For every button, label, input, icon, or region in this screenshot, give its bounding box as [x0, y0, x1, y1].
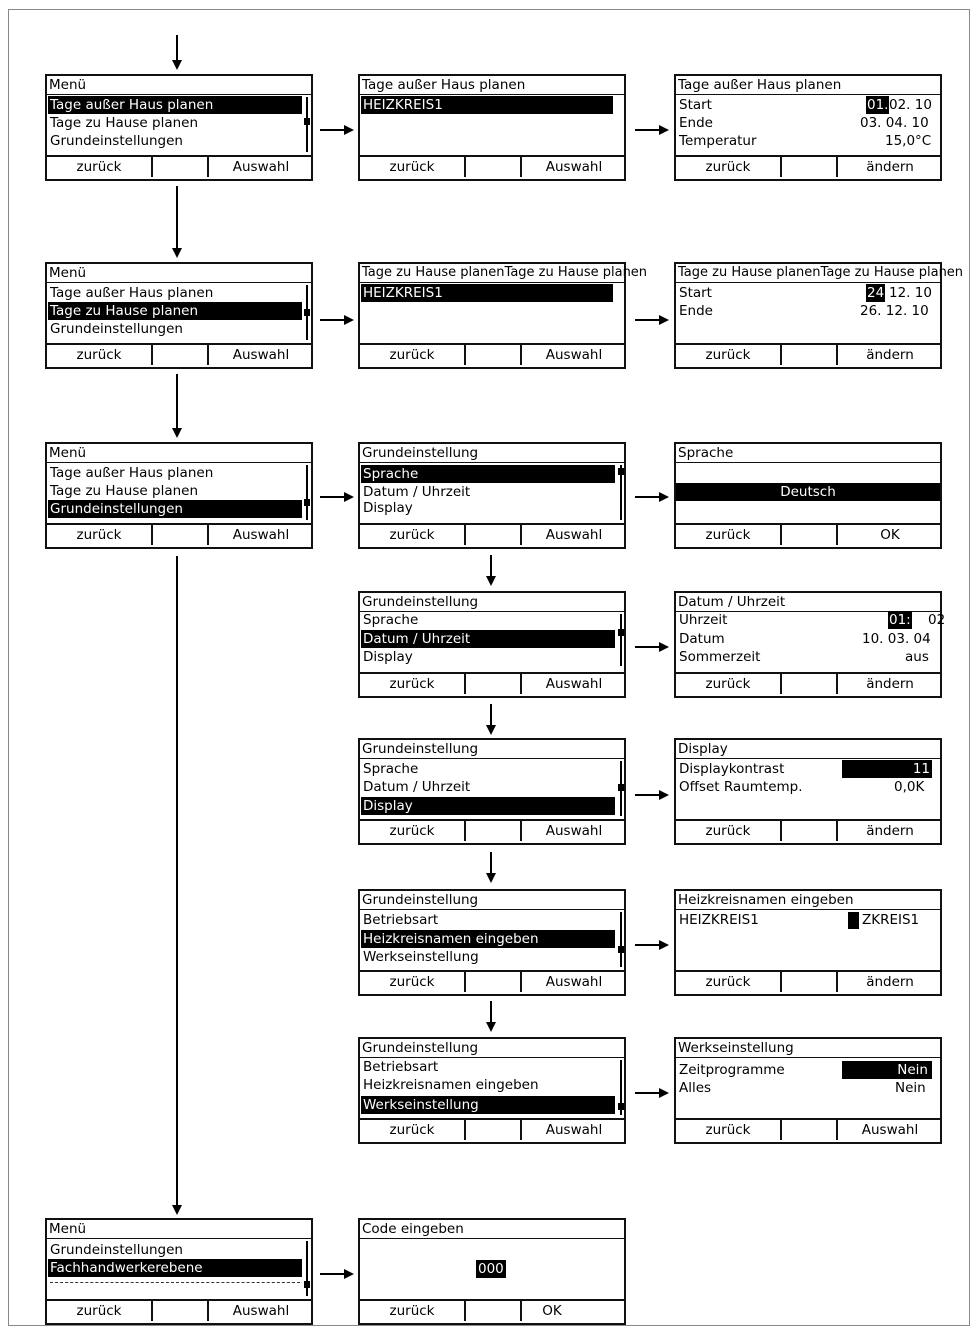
back-button[interactable]: zurück — [676, 345, 782, 365]
screen-title: Heizkreisnamen eingeben — [678, 892, 854, 908]
screen-title: Menü — [49, 1221, 87, 1237]
scroll-knob[interactable] — [304, 309, 310, 316]
menu-item-tage-zu-selected[interactable]: Tage zu Hause planen — [48, 302, 302, 320]
back-button[interactable]: zurück — [47, 157, 153, 177]
title-divider — [47, 94, 311, 95]
change-button[interactable]: ändern — [836, 345, 942, 365]
alles-value: Nein — [895, 1080, 926, 1096]
title-divider — [360, 1238, 624, 1239]
menu-item-display[interactable]: Display — [363, 649, 413, 665]
start-label: Start — [679, 97, 712, 113]
screen-datum-uhrzeit — [674, 591, 946, 698]
screen-grundeinstellung-werkseinstellung — [358, 1037, 626, 1144]
screen-tage-ausser-edit — [674, 74, 942, 181]
back-button[interactable]: zurück — [360, 157, 466, 177]
change-button[interactable]: ändern — [836, 972, 942, 992]
ende-value: 26. 12. 10 — [860, 303, 929, 319]
current-name-label: HEIZKREIS1 — [679, 912, 759, 928]
screen-display — [674, 738, 942, 845]
datum-value: 10. 03. 04 — [862, 631, 931, 647]
select-button[interactable]: Auswahl — [207, 1301, 313, 1321]
button-bar — [360, 155, 624, 179]
button-bar — [47, 523, 311, 547]
title-divider — [360, 462, 624, 463]
language-option-selected[interactable]: Deutsch — [676, 483, 940, 501]
screen-menu-1 — [45, 74, 313, 181]
text-cursor[interactable] — [848, 912, 859, 929]
start-label: Start — [679, 285, 712, 301]
screen-title: Werkseinstellung — [678, 1040, 794, 1056]
back-button[interactable]: zurück — [676, 674, 782, 694]
menu-item-werkseinstellung-selected[interactable]: Werkseinstellung — [361, 1096, 615, 1114]
screen-menu-4 — [45, 1218, 313, 1325]
back-button[interactable]: zurück — [47, 525, 153, 545]
scroll-knob[interactable] — [618, 629, 624, 636]
screen-title: Datum / Uhrzeit — [678, 594, 786, 610]
button-bar — [360, 523, 624, 547]
ende-label: Ende — [679, 115, 713, 131]
screen-title: Tage außer Haus planen — [362, 77, 526, 93]
title-divider — [47, 282, 311, 283]
zeitprogramme-label: Zeitprogramme — [679, 1062, 785, 1078]
scrollbar[interactable] — [306, 465, 308, 520]
menu-item-grundeinstellungen[interactable]: Grundeinstellungen — [50, 1242, 183, 1258]
menu-item-grundeinstellungen[interactable]: Grundeinstellungen — [50, 321, 183, 337]
select-button[interactable]: Auswahl — [207, 345, 313, 365]
back-button[interactable]: zurück — [360, 674, 466, 694]
menu-item-datum-uhrzeit-selected[interactable]: Datum / Uhrzeit — [361, 630, 615, 648]
uhrzeit-hour-value[interactable]: 01: — [889, 612, 911, 628]
menu-item-grundeinstellungen-selected[interactable]: Grundeinstellungen — [48, 500, 302, 518]
datum-label: Datum — [679, 631, 725, 647]
name-edit-value[interactable]: ZKREIS1 — [862, 912, 920, 928]
screen-title: Menü — [49, 77, 87, 93]
button-bar — [676, 672, 940, 696]
screen-title: Grundeinstellung — [362, 594, 479, 610]
menu-item-sprache-selected[interactable]: Sprache — [361, 465, 615, 483]
select-button[interactable]: Auswahl — [520, 674, 626, 694]
screen-grundeinstellung-sprache — [358, 442, 626, 549]
heizkreis-item-selected[interactable]: HEIZKREIS1 — [361, 284, 613, 302]
button-bar — [47, 155, 311, 179]
temperatur-label: Temperatur — [679, 133, 757, 149]
start-day-value[interactable]: 24 — [867, 285, 885, 301]
heizkreis-item-selected[interactable]: HEIZKREIS1 — [361, 96, 613, 114]
select-button[interactable]: Auswahl — [836, 1120, 942, 1140]
menu-item-sprache[interactable]: Sprache — [363, 761, 419, 777]
screen-title: Grundeinstellung — [362, 1040, 479, 1056]
menu-item-tage-ausser[interactable]: Tage außer Haus planen — [50, 285, 214, 301]
screen-code-eingeben — [358, 1218, 626, 1325]
offset-value: 0,0K — [894, 779, 925, 795]
select-button[interactable]: Auswahl — [520, 821, 626, 841]
screen-menu-3 — [45, 442, 313, 549]
screen-title: Menü — [49, 265, 87, 281]
select-button[interactable]: Auswahl — [520, 525, 626, 545]
scroll-knob[interactable] — [304, 499, 310, 506]
screen-title: Tage zu Hause planenTage zu Hause planen — [678, 265, 964, 280]
title-divider — [676, 462, 940, 463]
change-button[interactable]: ändern — [836, 674, 942, 694]
scroll-knob[interactable] — [304, 118, 310, 125]
back-button[interactable]: zurück — [360, 821, 466, 841]
back-button[interactable]: zurück — [360, 1301, 466, 1321]
ok-button[interactable]: OK — [520, 1301, 582, 1321]
back-button[interactable]: zurück — [47, 1301, 153, 1321]
back-button[interactable]: zurück — [676, 821, 782, 841]
menu-item-tage-zu[interactable]: Tage zu Hause planen — [50, 483, 199, 499]
screen-title: Display — [678, 741, 728, 757]
change-button[interactable]: ändern — [836, 157, 942, 177]
screen-heizkreisnamen-eingeben — [674, 889, 942, 996]
ende-value: 03. 04. 10 — [860, 115, 929, 131]
button-bar — [360, 970, 624, 994]
screen-title: Grundeinstellung — [362, 892, 479, 908]
menu-separator — [50, 1282, 300, 1283]
button-bar — [676, 1118, 940, 1142]
back-button[interactable]: zurück — [360, 972, 466, 992]
screen-title: Sprache — [678, 445, 734, 461]
button-bar — [360, 819, 624, 843]
button-bar — [47, 1299, 311, 1323]
screen-tage-ausser-heizkreis — [358, 74, 626, 181]
scrollbar[interactable] — [620, 912, 622, 967]
screen-title: Tage zu Hause planenTage zu Hause planen — [362, 265, 648, 280]
back-button[interactable]: zurück — [360, 1120, 466, 1140]
screen-title: Tage außer Haus planen — [678, 77, 842, 93]
start-rest-value: 02. 10 — [889, 97, 932, 113]
button-bar — [360, 1118, 624, 1142]
start-day-value[interactable]: 01. — [867, 97, 889, 113]
sommerzeit-value: aus — [905, 649, 929, 665]
title-divider — [360, 758, 624, 759]
button-bar — [360, 1299, 624, 1323]
title-divider — [360, 909, 624, 910]
select-button[interactable]: Auswahl — [520, 1120, 626, 1140]
screen-menu-2 — [45, 262, 313, 369]
title-divider — [676, 909, 940, 910]
scroll-knob[interactable] — [304, 1281, 310, 1288]
zeitprogramme-value[interactable]: Nein — [842, 1061, 932, 1079]
screen-tage-zu-edit — [674, 262, 964, 369]
screen-werkseinstellung — [674, 1037, 942, 1144]
title-divider — [360, 94, 624, 95]
menu-item-sprache[interactable]: Sprache — [363, 612, 419, 628]
screen-grundeinstellung-heizkreisnamen — [358, 889, 626, 996]
screen-grundeinstellung-datum — [358, 591, 626, 698]
screen-title: Code eingeben — [362, 1221, 464, 1237]
back-button[interactable]: zurück — [676, 157, 782, 177]
button-bar — [360, 672, 624, 696]
button-bar — [676, 523, 940, 547]
button-bar — [676, 970, 940, 994]
uhrzeit-minute-value: 02 — [928, 612, 946, 628]
back-button[interactable]: zurück — [47, 345, 153, 365]
title-divider — [360, 282, 624, 283]
scroll-knob[interactable] — [618, 1103, 624, 1110]
menu-item-display-selected[interactable]: Display — [361, 797, 615, 815]
displaykontrast-label: Displaykontrast — [679, 761, 785, 777]
temperatur-value: 15,0°C — [885, 133, 932, 149]
title-divider — [676, 94, 940, 95]
menu-item-tage-ausser[interactable]: Tage außer Haus planen — [50, 465, 214, 481]
select-button[interactable]: Auswahl — [520, 345, 626, 365]
button-bar — [676, 155, 940, 179]
menu-item-tage-ausser-selected[interactable]: Tage außer Haus planen — [48, 96, 302, 114]
menu-item-heizkreisnamen-selected[interactable]: Heizkreisnamen eingeben — [361, 930, 615, 948]
button-bar — [47, 343, 311, 367]
menu-item-tage-zu[interactable]: Tage zu Hause planen — [50, 115, 199, 131]
title-divider — [47, 1238, 311, 1239]
ende-label: Ende — [679, 303, 713, 319]
back-button[interactable]: zurück — [676, 1120, 782, 1140]
menu-item-display[interactable]: Display — [363, 500, 413, 516]
back-button[interactable]: zurück — [360, 345, 466, 365]
button-bar — [676, 343, 940, 367]
screen-grundeinstellung-display — [358, 738, 626, 845]
select-button[interactable]: Auswahl — [207, 157, 313, 177]
displaykontrast-value[interactable]: 11 — [842, 760, 932, 778]
title-divider — [676, 1057, 940, 1058]
screen-title: Grundeinstellung — [362, 445, 479, 461]
alles-label: Alles — [679, 1080, 712, 1096]
menu-item-heizkreisnamen[interactable]: Heizkreisnamen eingeben — [363, 1077, 539, 1093]
menu-item-werkseinstellung[interactable]: Werkseinstellung — [363, 949, 479, 965]
change-button[interactable]: ändern — [836, 821, 942, 841]
menu-item-grundeinstellungen[interactable]: Grundeinstellungen — [50, 133, 183, 149]
select-button[interactable]: Auswahl — [207, 525, 313, 545]
menu-item-datum-uhrzeit[interactable]: Datum / Uhrzeit — [363, 779, 471, 795]
button-bar — [676, 819, 940, 843]
select-button[interactable]: Auswahl — [520, 157, 626, 177]
scrollbar[interactable] — [620, 614, 622, 666]
title-divider — [47, 462, 311, 463]
scroll-knob[interactable] — [618, 468, 624, 475]
screen-tage-zu-heizkreis — [358, 262, 648, 369]
screen-title: Grundeinstellung — [362, 741, 479, 757]
menu-item-datum-uhrzeit[interactable]: Datum / Uhrzeit — [363, 484, 471, 500]
menu-item-betriebsart[interactable]: Betriebsart — [363, 1059, 439, 1075]
offset-label: Offset Raumtemp. — [679, 779, 803, 795]
screen-title: Menü — [49, 445, 87, 461]
select-button[interactable]: Auswahl — [520, 972, 626, 992]
title-divider — [676, 758, 940, 759]
sommerzeit-label: Sommerzeit — [679, 649, 761, 665]
screen-sprache — [674, 442, 942, 549]
menu-item-fachhandwerker-selected[interactable]: Fachhandwerkerebene — [48, 1259, 302, 1277]
menu-item-betriebsart[interactable]: Betriebsart — [363, 912, 439, 928]
back-button[interactable]: zurück — [676, 972, 782, 992]
code-value[interactable]: 000 — [478, 1261, 504, 1277]
back-button[interactable]: zurück — [360, 525, 466, 545]
ok-button[interactable]: OK — [836, 525, 942, 545]
title-divider — [676, 282, 940, 283]
button-bar — [360, 343, 624, 367]
back-button[interactable]: zurück — [676, 525, 782, 545]
scroll-knob[interactable] — [618, 784, 624, 791]
start-rest-value: 12. 10 — [889, 285, 932, 301]
uhrzeit-label: Uhrzeit — [679, 612, 728, 628]
scroll-knob[interactable] — [618, 946, 624, 953]
